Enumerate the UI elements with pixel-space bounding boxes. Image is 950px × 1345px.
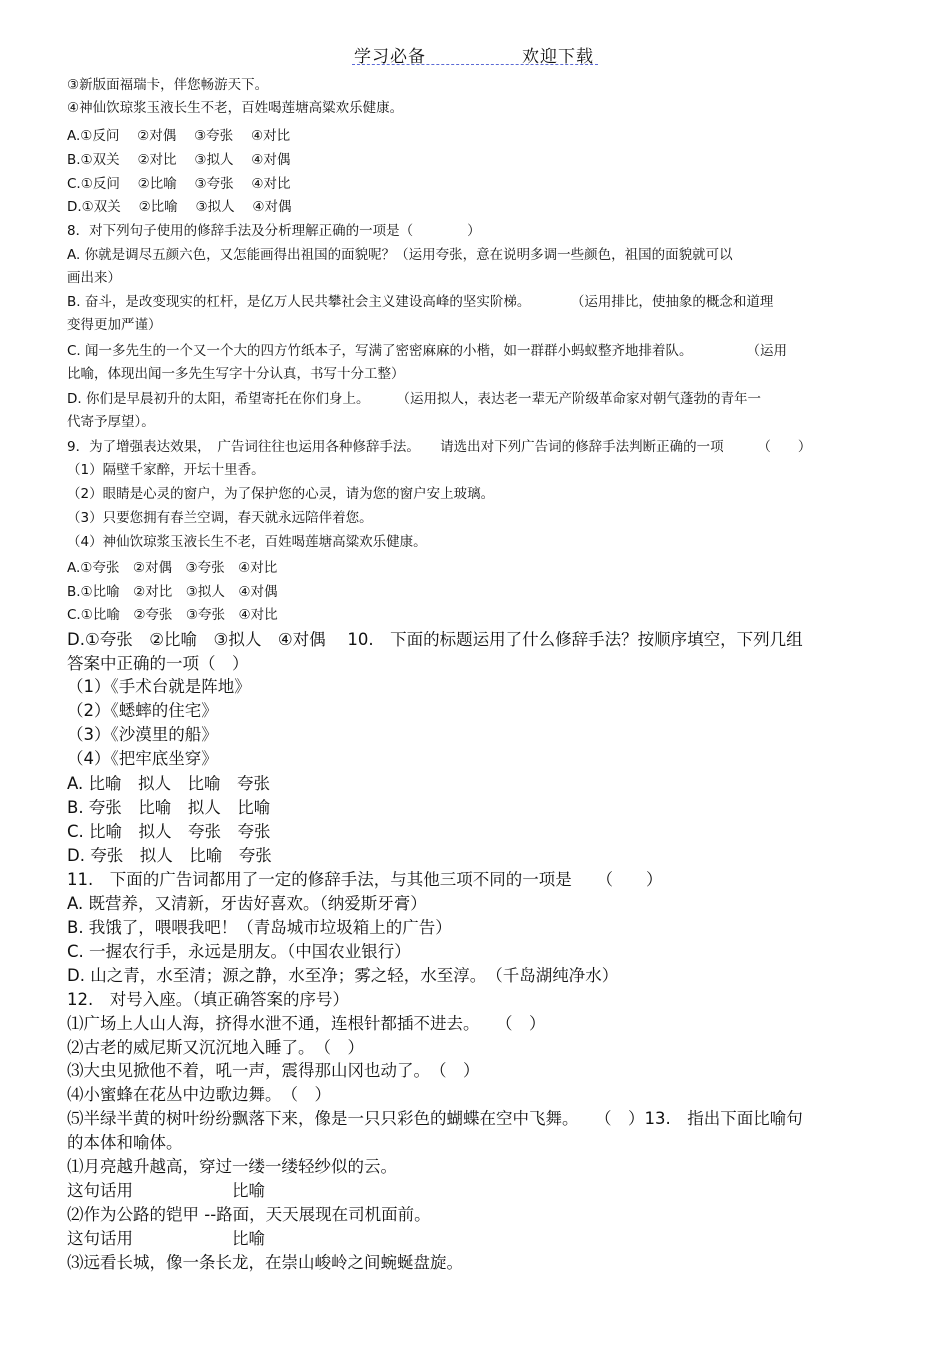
text-line: 12. 对号入座。（填正确答案的序号） <box>67 990 349 1009</box>
text-line: ⑵作为公路的铠甲 --路面，天天展现在司机面前。 <box>67 1205 431 1224</box>
text-line: C.①比喻 ②夸张 ③夸张 ④对比 <box>67 607 278 623</box>
text-line: （3）《沙漠里的船》 <box>67 725 218 744</box>
text-line: C. 一握农行手，永远是朋友。（中国农业银行） <box>67 942 411 961</box>
text-line: C.①反问 ②比喻 ③夸张 ④对比 <box>67 176 291 192</box>
text-line: C. 闻一多先生的一个又一个大的四方竹纸本子，写满了密密麻麻的小楷，如一群群小蚂蚁整齐地排着队。 （运用 <box>67 343 788 359</box>
text-line: 这句话用 比喻 <box>67 1229 265 1248</box>
text-line: ⑶远看长城，像一条长龙，在崇山峻岭之间蜿蜒盘旋。 <box>67 1253 463 1272</box>
text-line: 画出来） <box>67 270 121 286</box>
header-left-text: 学习必备 <box>354 47 426 67</box>
text-line: 代寄予厚望）。 <box>67 414 155 430</box>
text-line: 比喻，体现出闻一多先生写字十分认真，书写十分工整） <box>67 366 405 382</box>
text-line: 的本体和喻体。 <box>67 1133 183 1152</box>
text-line: ⑷小蜜蜂在花丛中边歌边舞。 （ ） <box>67 1085 331 1104</box>
text-line: （1）《手术台就是阵地》 <box>67 677 251 696</box>
text-line: ⑵古老的威尼斯又沉沉地入睡了。 （ ） <box>67 1038 364 1057</box>
text-line: ⑶大虫见掀他不着，吼一声，震得那山冈也动了。 （ ） <box>67 1061 480 1080</box>
text-line: ③新版面福瑞卡，伴您畅游天下。 <box>67 77 269 93</box>
text-line: （3）只要您拥有春兰空调，春天就永远陪伴着您。 <box>67 510 373 526</box>
text-line: 变得更加严谨） <box>67 317 162 333</box>
text-line: （1）隔壁千家醉，开坛十里香。 <box>67 462 265 478</box>
text-line: （4）《把牢底坐穿》 <box>67 749 218 768</box>
text-line: A. 你就是调尽五颜六色，又怎能画得出祖国的面貌呢？（运用夸张，意在说明多调一些颜色，祖国的面貌就可以 <box>67 247 733 263</box>
page-header <box>352 40 598 65</box>
text-line: （2）《蟋蟀的住宅》 <box>67 701 218 720</box>
text-line: A.①反问 ②对偶 ③夸张 ④对比 <box>67 128 291 144</box>
text-line: D. 你们是早晨初升的太阳，希望寄托在你们身上。 （运用拟人，表达老一辈无产阶级革命家对朝气蓬勃的青年一 <box>67 391 761 407</box>
header-right-text: 欢迎下载 <box>522 47 594 67</box>
text-line: 9．为了增强表达效果， 广告词往往也运用各种修辞手法。 请选出对下列广告词的修辞手法判断正确的一项 （ ） <box>67 439 812 455</box>
text-line: A.①夸张 ②对偶 ③夸张 ④对比 <box>67 560 278 576</box>
text-line: ⑸半绿半黄的树叶纷纷飘落下来，像是一只只彩色的蝴蝶在空中飞舞。 （ ）13. 指出下面比喻句 <box>67 1109 803 1128</box>
text-line: ⑴广场上人山人海，挤得水泄不通，连根针都插不进去。 （ ） <box>67 1014 546 1033</box>
text-line: 11. 下面的广告词都用了一定的修辞手法，与其他三项不同的一项是 （ ） <box>67 870 663 889</box>
text-line: D.①双关 ②比喻 ③拟人 ④对偶 <box>67 199 292 215</box>
text-line: D. 夸张 拟人 比喻 夸张 <box>67 846 272 865</box>
text-line: 8．对下列句子使用的修辞手法及分析理解正确的一项是（ ） <box>67 223 481 239</box>
text-line: D. 山之青，水至清；源之静，水至净；雾之轻，水至淳。 （千岛湖纯净水） <box>67 966 619 985</box>
text-line: （4）神仙饮琼浆玉液长生不老，百姓喝莲塘高粱欢乐健康。 <box>67 534 427 550</box>
text-line: 答案中正确的一项（ ） <box>67 654 249 673</box>
text-line: A. 既营养，又清新，牙齿好喜欢。（纳爱斯牙膏） <box>67 894 427 913</box>
text-line: B.①双关 ②对比 ③拟人 ④对偶 <box>67 152 291 168</box>
text-line: A. 比喻 拟人 比喻 夸张 <box>67 774 270 793</box>
text-line: ④神仙饮琼浆玉液长生不老，百姓喝莲塘高粱欢乐健康。 <box>67 100 404 116</box>
text-line: D.①夸张 ②比喻 ③拟人 ④对偶 10. 下面的标题运用了什么修辞手法？按顺序填空，下列几组 <box>67 630 803 649</box>
text-line: 这句话用 比喻 <box>67 1181 265 1200</box>
text-line: B. 我饿了，喂喂我吧！（青岛城市垃圾箱上的广告） <box>67 918 452 937</box>
text-line: B.①比喻 ②对比 ③拟人 ④对偶 <box>67 584 278 600</box>
text-line: B. 夸张 比喻 拟人 比喻 <box>67 798 271 817</box>
text-line: C. 比喻 拟人 夸张 夸张 <box>67 822 271 841</box>
text-line: B. 奋斗，是改变现实的杠杆，是亿万人民共攀社会主义建设高峰的坚实阶梯。 （运用排比，使抽象的概念和道理 <box>67 294 774 310</box>
text-line: （2）眼睛是心灵的窗户，为了保护您的心灵，请为您的窗户安上玻璃。 <box>67 486 495 502</box>
text-line: ⑴月亮越升越高，穿过一缕一缕轻纱似的云。 <box>67 1157 397 1176</box>
